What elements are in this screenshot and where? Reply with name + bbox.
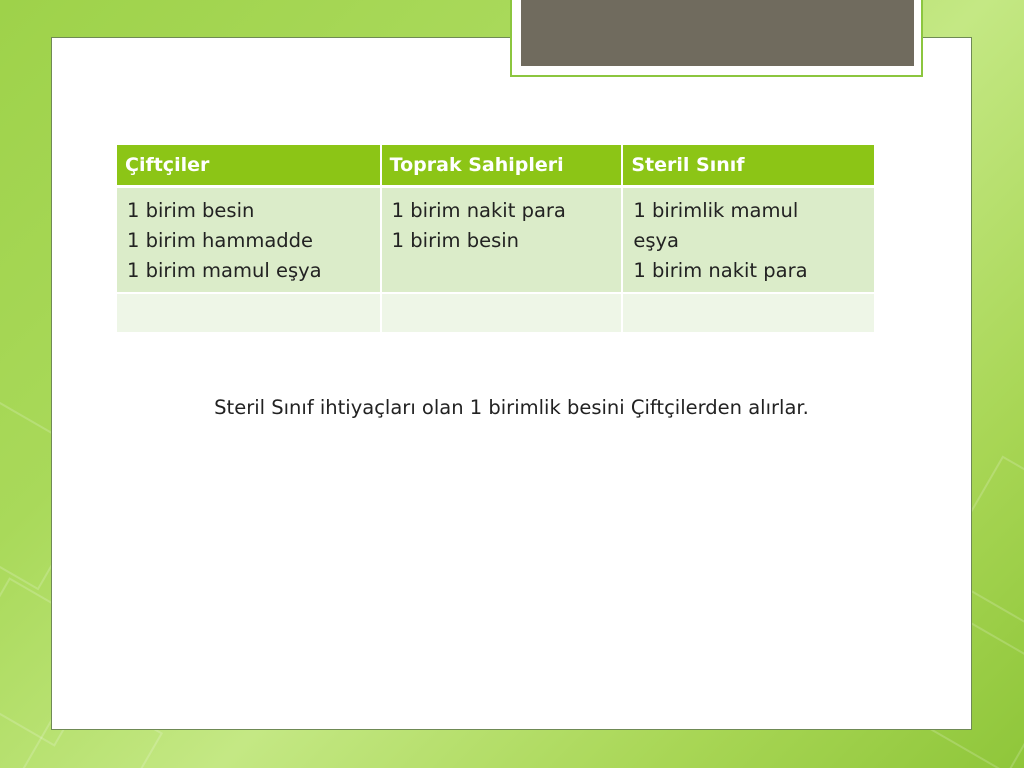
slide-caption: Steril Sınıf ihtiyaçları olan 1 birimlik besini Çiftçilerden alırlar. — [214, 396, 809, 419]
table-cell-empty — [381, 293, 623, 333]
cell-line: eşya — [633, 228, 680, 252]
table-cell — [622, 186, 875, 293]
header-landowners: Toprak Sahipleri — [381, 145, 623, 186]
cell-line: 1 birim nakit para — [633, 258, 808, 282]
cell-line: 1 birim hammadde — [127, 228, 314, 252]
table-cell — [117, 186, 381, 293]
table-cell — [381, 186, 623, 293]
cell-line: 1 birim besin — [127, 198, 255, 222]
cell-line: 1 birimlik mamul — [633, 198, 799, 222]
cell-line: 1 birim besin — [391, 228, 520, 252]
table-header-row — [117, 145, 875, 186]
title-placeholder-box — [521, 0, 914, 66]
cell-line: 1 birim nakit para — [391, 198, 566, 222]
table-cell-empty — [622, 293, 875, 333]
slide-content-panel — [51, 37, 972, 730]
header-farmers: Çiftçiler — [117, 145, 381, 186]
table-cell-empty — [117, 293, 381, 333]
cell-line: 1 birim mamul eşya — [127, 258, 322, 282]
header-sterile-class: Steril Sınıf — [622, 145, 875, 186]
table-row-empty — [117, 293, 875, 333]
class-table — [117, 145, 876, 334]
table-row — [117, 186, 875, 293]
